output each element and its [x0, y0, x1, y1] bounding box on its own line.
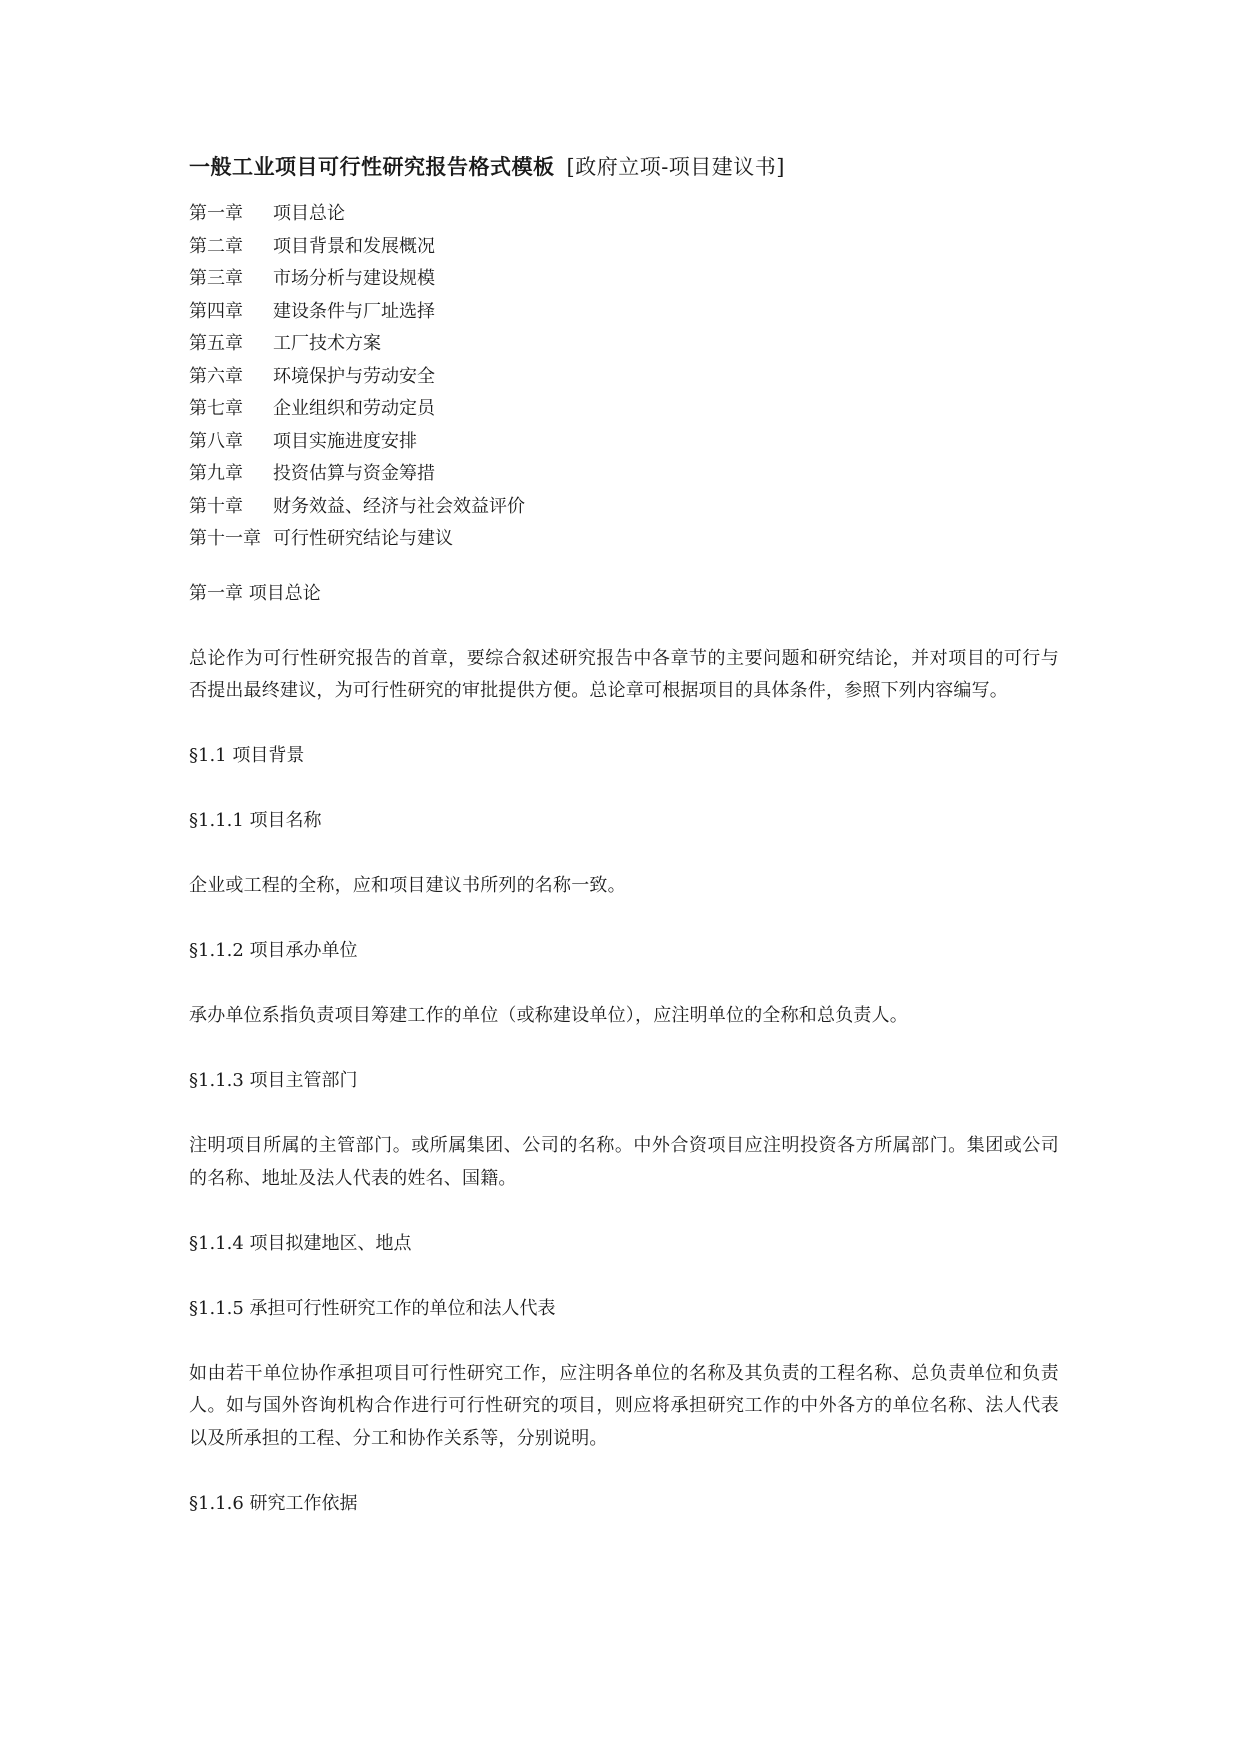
toc-item [189, 426, 1059, 459]
toc-chapter-number: 第二章 [189, 235, 243, 257]
toc-chapter-title: 市场分析与建设规模 [273, 268, 435, 289]
toc-chapter-title: 环境保护与劳动安全 [273, 365, 435, 387]
toc-chapter-number: 第十一章 [189, 528, 261, 549]
subsection-heading: §1.1.3 项目主管部门 [189, 1070, 358, 1091]
title-main: 一般工业项目可行性研究报告格式模板 [189, 154, 555, 179]
chapter-heading: 第一章 项目总论 [189, 582, 321, 604]
toc-chapter-title: 项目总论 [273, 203, 345, 224]
toc-chapter-number: 第三章 [189, 268, 243, 289]
toc-chapter-number: 第四章 [189, 300, 243, 322]
toc-chapter-title: 项目实施进度安排 [273, 430, 417, 452]
subsection-heading: §1.1.6 研究工作依据 [189, 1492, 358, 1514]
title-subtitle: [政府立项-项目建议书] [566, 155, 785, 179]
document-content [189, 150, 1059, 1553]
toc-item [189, 361, 1059, 394]
toc-chapter-title: 建设条件与厂址选择 [273, 300, 435, 322]
toc-chapter-title: 财务效益、经济与社会效益评价 [273, 495, 525, 517]
subsection-heading: §1.1.2 项目承办单位 [189, 940, 358, 961]
toc-item [189, 491, 1059, 524]
section-heading: §1.1 项目背景 [189, 745, 305, 766]
toc-item [189, 523, 1059, 556]
toc-item [189, 328, 1059, 361]
toc-item [189, 296, 1059, 329]
toc-chapter-title: 投资估算与资金筹措 [273, 463, 435, 484]
subsection-paragraph: 注明项目所属的主管部门。或所属集团、公司的名称。中外合资项目应注明投资各方所属部门。集团或公司的名称、地址及法人代表的姓名、国籍。 [189, 1135, 1059, 1189]
toc-chapter-title: 企业组织和劳动定员 [273, 398, 435, 419]
toc-item [189, 231, 1059, 264]
toc-chapter-number: 第七章 [189, 398, 243, 419]
toc-item [189, 393, 1059, 426]
toc-chapter-title: 工厂技术方案 [273, 333, 381, 354]
subsection-heading: §1.1.4 项目拟建地区、地点 [189, 1232, 412, 1254]
toc-chapter-title: 可行性研究结论与建议 [273, 528, 453, 549]
toc-item [189, 458, 1059, 491]
toc-chapter-number: 第五章 [189, 333, 243, 354]
subsection-heading: §1.1.1 项目名称 [189, 810, 322, 831]
subsection-paragraph: 企业或工程的全称，应和项目建议书所列的名称一致。 [189, 875, 626, 896]
table-of-contents [189, 198, 1059, 556]
toc-chapter-title: 项目背景和发展概况 [273, 235, 435, 257]
toc-chapter-number: 第八章 [189, 430, 243, 452]
toc-item [189, 263, 1059, 296]
toc-chapter-number: 第六章 [189, 365, 243, 387]
subsection-paragraph: 如由若干单位协作承担项目可行性研究工作，应注明各单位的名称及其负责的工程名称、总负责单位和负责人。如与国外咨询机构合作进行可行性研究的项目，则应将承担研究工作的中外各方的单位名称、法人代表以及所承担的工程、分工和协作关系等，分别说明。 [189, 1362, 1059, 1449]
document-title [189, 150, 1059, 184]
subsection-paragraph: 承办单位系指负责项目筹建工作的单位（或称建设单位），应注明单位的全称和总负责人。 [189, 1005, 908, 1026]
toc-item [189, 198, 1059, 231]
toc-chapter-number: 第九章 [189, 463, 243, 484]
toc-chapter-number: 第十章 [189, 495, 243, 517]
intro-paragraph: 总论作为可行性研究报告的首章，要综合叙述研究报告中各章节的主要问题和研究结论，并对项目的可行与否提出最终建议，为可行性研究的审批提供方便。总论章可根据项目的具体条件，参照下列内容编写。 [189, 647, 1059, 701]
toc-chapter-number: 第一章 [189, 203, 243, 224]
subsection-heading: §1.1.5 承担可行性研究工作的单位和法人代表 [189, 1297, 556, 1319]
